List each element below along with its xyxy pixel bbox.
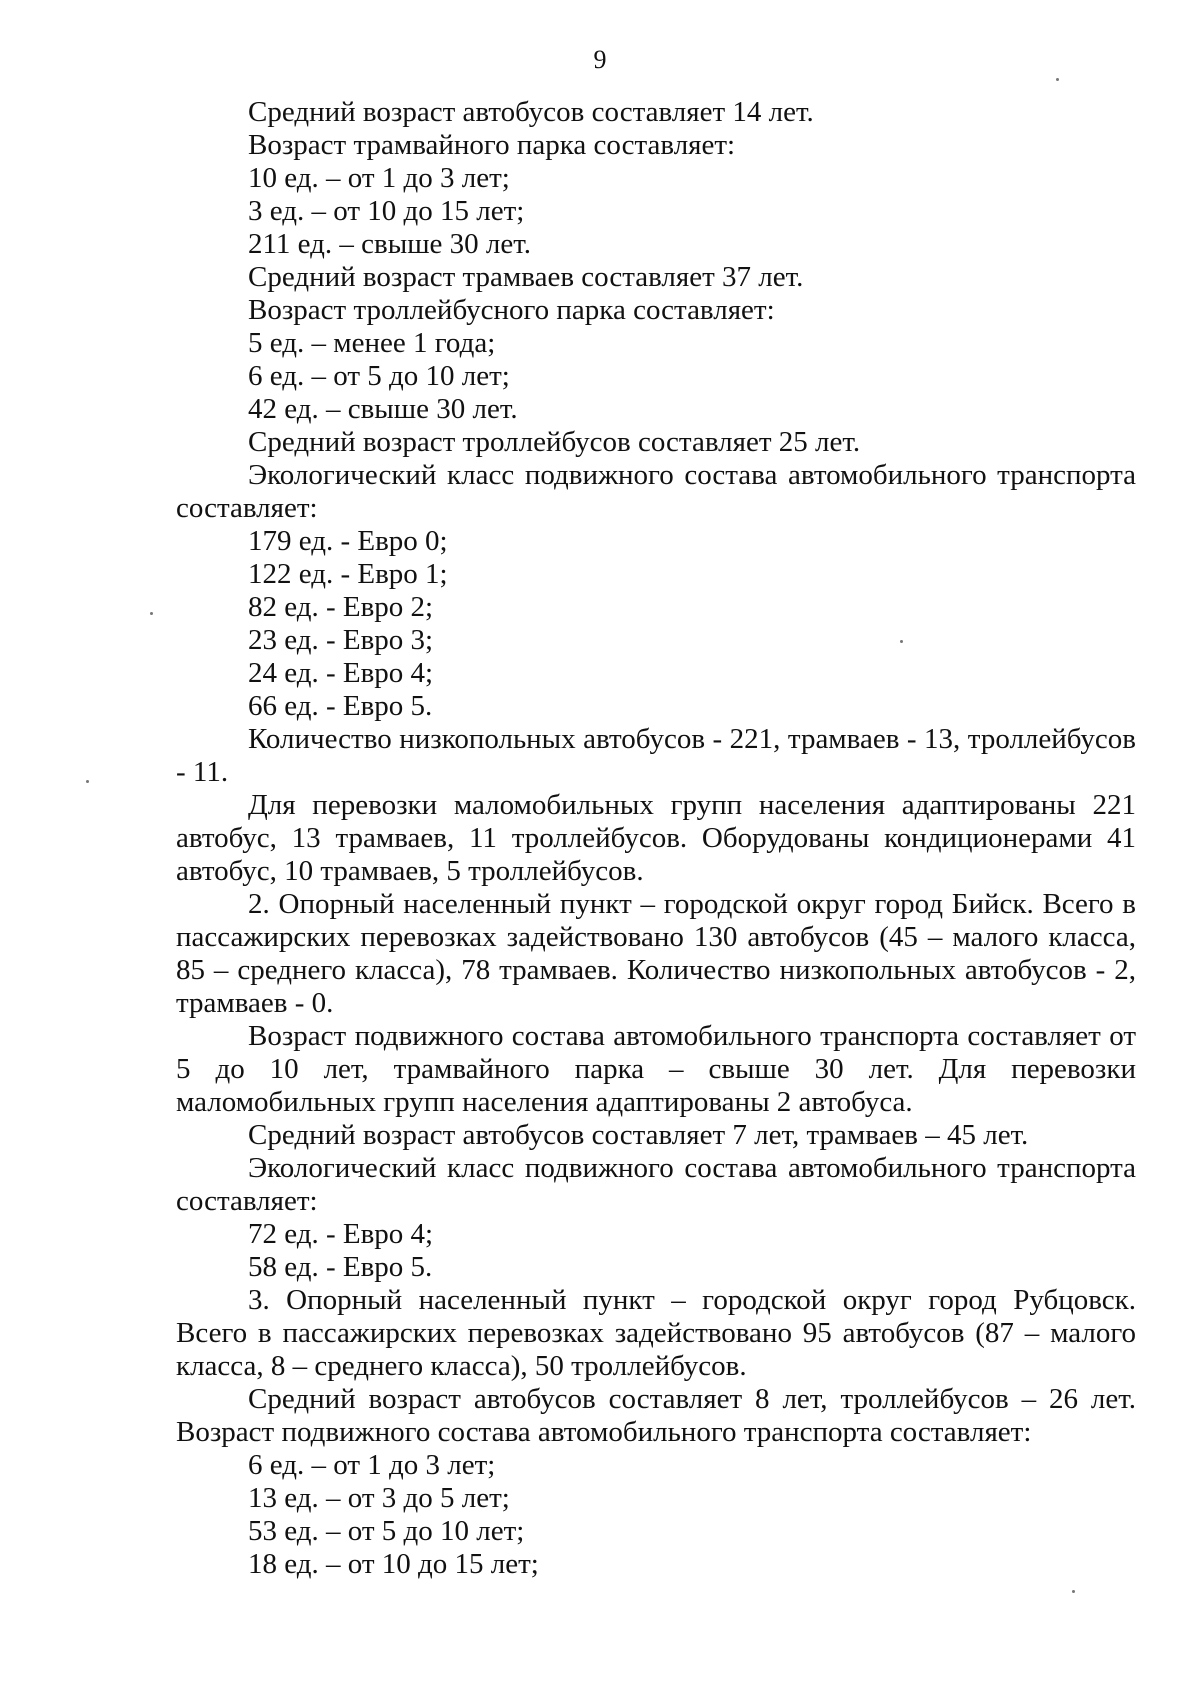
paragraph: Для перевозки маломобильных групп населения адаптированы 221 автобус, 13 трамваев, 11 троллейбусов. Оборудованы кондиционерами 41 автобус, 10 трамваев, 5 троллейбусов. (176, 789, 1136, 887)
paragraph: Экологический класс подвижного состава автомобильного транспорта составляет: (176, 1152, 1136, 1217)
scan-speck (1072, 1590, 1075, 1593)
paragraph: Количество низкопольных автобусов - 221, трамваев - 13, троллейбусов - 11. (176, 723, 1136, 788)
list-item: 23 ед. - Евро 3; (248, 624, 434, 656)
paragraph: Средний возраст автобусов составляет 8 лет, троллейбусов – 26 лет. Возраст подвижного состава автомобильного транспорта составляет: (176, 1383, 1136, 1448)
scan-speck (86, 780, 89, 783)
list-item: 58 ед. - Евро 5. (248, 1251, 433, 1283)
list-item: 5 ед. – менее 1 года; (248, 327, 496, 359)
list-item: 179 ед. - Евро 0; (248, 525, 448, 557)
scan-speck (1056, 78, 1059, 81)
document-body (176, 96, 1136, 1581)
list-item: 82 ед. - Евро 2; (248, 591, 434, 623)
scan-speck (150, 612, 153, 615)
list-item: 122 ед. - Евро 1; (248, 558, 448, 590)
paragraph: 3. Опорный населенный пункт – городской округ город Рубцовск. Всего в пассажирских перевозках задействовано 95 автобусов (87 – малого класса, 8 – среднего класса), 50 троллейбусов. (176, 1284, 1136, 1382)
list-item: 18 ед. – от 10 до 15 лет; (248, 1548, 539, 1580)
list-item: 10 ед. – от 1 до 3 лет; (248, 162, 510, 194)
paragraph: Экологический класс подвижного состава автомобильного транспорта составляет: (176, 459, 1136, 524)
list-item: 24 ед. - Евро 4; (248, 657, 434, 689)
list-item: 6 ед. – от 1 до 3 лет; (248, 1449, 496, 1481)
paragraph: Средний возраст автобусов составляет 7 лет, трамваев – 45 лет. (248, 1119, 1029, 1151)
list-item: 72 ед. - Евро 4; (248, 1218, 434, 1250)
list-item: 211 ед. – свыше 30 лет. (248, 228, 532, 260)
paragraph: Возраст подвижного состава автомобильного транспорта составляет от 5 до 10 лет, трамвайного парка – свыше 30 лет. Для перевозки маломобильных групп населения адаптированы 2 автобуса. (176, 1020, 1136, 1118)
paragraph: Средний возраст троллейбусов составляет 25 лет. (248, 426, 861, 458)
page-number: 9 (593, 45, 607, 74)
list-item: 13 ед. – от 3 до 5 лет; (248, 1482, 510, 1514)
paragraph: 2. Опорный населенный пункт – городской округ город Бийск. Всего в пассажирских перевозках задействовано 130 автобусов (45 – малого класса, 85 – среднего класса), 78 трамваев. Количество низкопольных автобусов - 2, трамваев - 0. (176, 888, 1136, 1019)
list-item: 53 ед. – от 5 до 10 лет; (248, 1515, 525, 1547)
paragraph: Возраст трамвайного парка составляет: (248, 129, 736, 161)
paragraph: Средний возраст трамваев составляет 37 лет. (248, 261, 804, 293)
list-item: 66 ед. - Евро 5. (248, 690, 433, 722)
list-item: 42 ед. – свыше 30 лет. (248, 393, 518, 425)
scan-speck (900, 640, 903, 643)
paragraph: Возраст троллейбусного парка составляет: (248, 294, 775, 326)
list-item: 3 ед. – от 10 до 15 лет; (248, 195, 525, 227)
list-item: 6 ед. – от 5 до 10 лет; (248, 360, 510, 392)
paragraph: Средний возраст автобусов составляет 14 лет. (248, 96, 814, 128)
